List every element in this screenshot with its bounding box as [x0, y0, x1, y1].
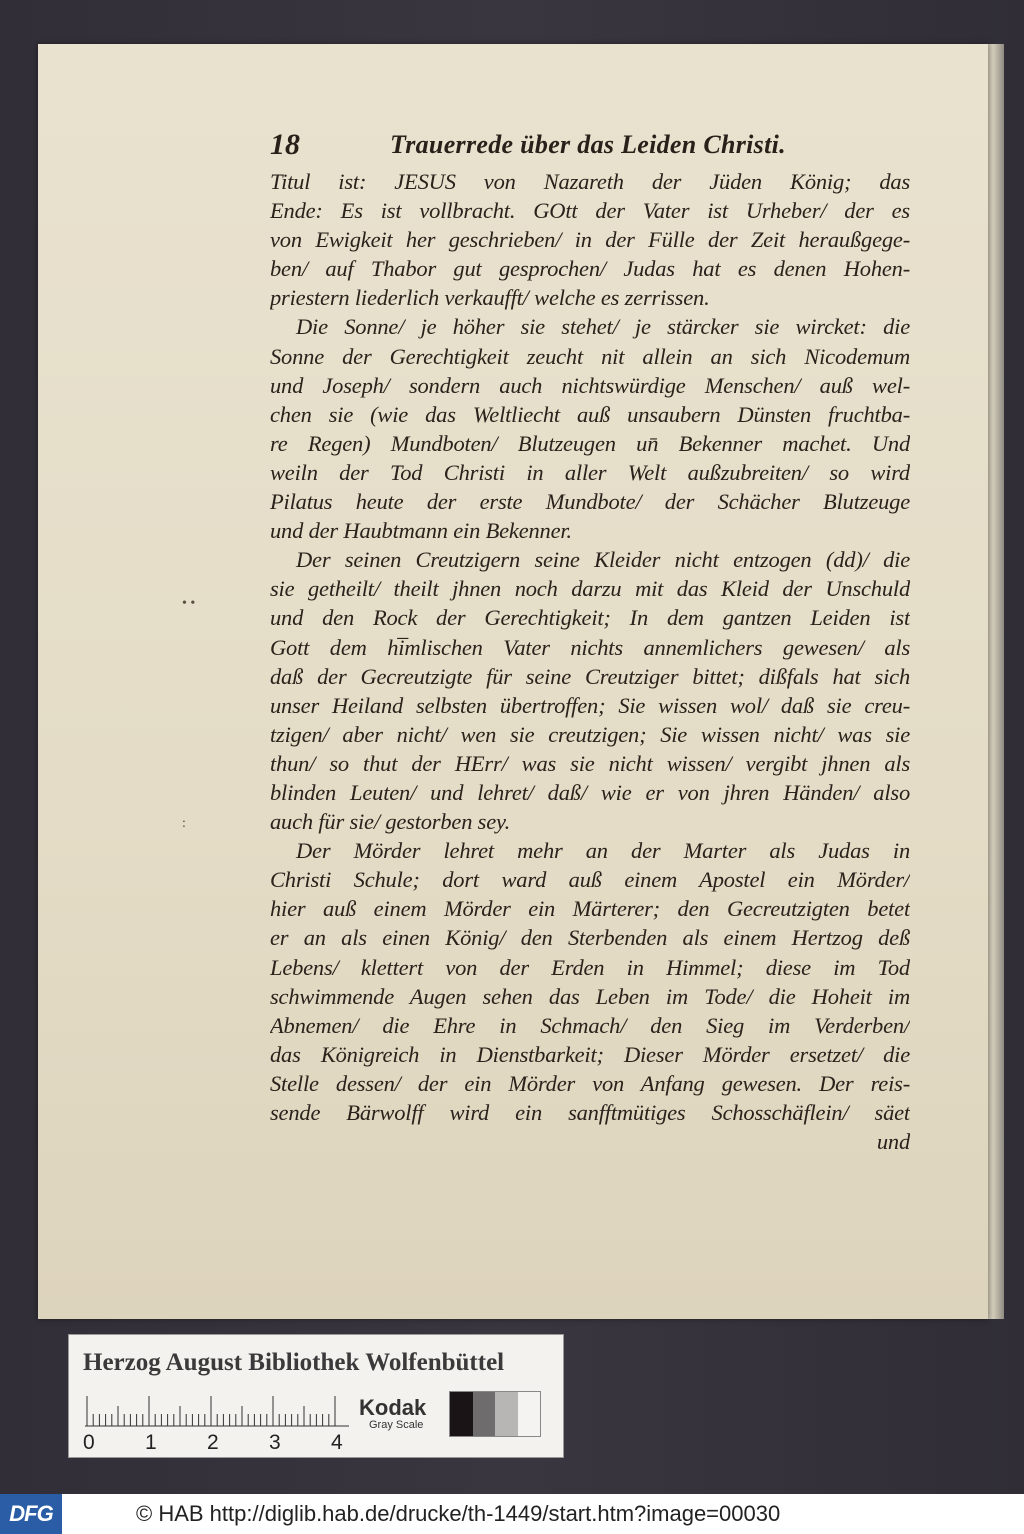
text-line: Abnemen/ die Ehre in Schmach/ den Sieg im Verderben/: [270, 1012, 910, 1038]
text-line: daß der Gecreutzigte für seine Creutziger bittet; dißfals hat sich: [270, 663, 910, 689]
swatch-dark-gray: [473, 1392, 496, 1436]
text-line: tzigen/ aber nicht/ wen sie creutzigen; Sie wissen nicht/ was sie: [270, 721, 910, 747]
text-line: und den Rock der Gerechtigkeit; In dem gantzen Leiden ist: [270, 605, 910, 631]
ruler-digit: 2: [207, 1431, 219, 1454]
text-line: Sonne der Gerechtigkeit zeucht nit allein an sich Nicodemum: [270, 343, 910, 369]
text-line: thun/ so thut der HErr/ was sie nicht wissen/ vergibt jhnen als: [270, 750, 910, 776]
text-line: er an als einen König/ den Sterbenden als einem Hertzog deß: [270, 925, 910, 951]
text-line: blinden Leuten/ und lehret/ daß/ wie er von jhren Händen/ also: [270, 779, 910, 805]
page-number: 18: [270, 128, 300, 161]
text-line: weiln der Tod Christi in aller Welt außzubreiten/ so wird: [270, 459, 910, 485]
text-line: Die Sonne/ je höher sie stehet/ je stärcker sie wircket: die: [296, 314, 910, 340]
text-line: und Joseph/ sondern auch nichtswürdige Menschen/ auß wel-: [270, 372, 910, 398]
text-line: Der seinen Creutzigern seine Kleider nicht entzogen (dd)/ die: [296, 547, 910, 573]
running-head: [270, 128, 910, 168]
ruler-icon: [85, 1393, 349, 1427]
text-line: Pilatus heute der erste Mundbote/ der Schächer Blutzeuge: [270, 489, 910, 515]
margin-mark: • •: [182, 596, 196, 611]
running-head-title: Trauerrede über das Leiden Christi.: [390, 130, 786, 159]
swatch-white: [518, 1392, 541, 1436]
ruler-digit: 0: [83, 1431, 95, 1454]
color-target-card: [68, 1334, 564, 1458]
text-line: re Regen) Mundboten/ Blutzeugen un̄ Bekenner machet. Und: [270, 430, 910, 456]
ruler-digit: 3: [269, 1431, 281, 1454]
text-line: Der Mörder lehret mehr an der Marter als Judas in: [296, 838, 910, 864]
text-line: Stelle dessen/ der ein Mörder von Anfang gewesen. Der reis-: [270, 1070, 910, 1096]
ruler-digit: 4: [331, 1431, 343, 1454]
ruler-digit: 1: [145, 1431, 157, 1454]
gray-scale-label: Gray Scale: [369, 1419, 424, 1431]
body-text: [270, 167, 910, 1156]
dfg-logo: DFG: [0, 1494, 62, 1534]
copyright-url: © HAB http://diglib.hab.de/drucke/th-1449/start.htm?image=00030: [136, 1501, 781, 1526]
margin-mark: :: [182, 816, 186, 831]
swatch-light-gray: [495, 1392, 518, 1436]
text-line: Lebens/ klettert von der Erden in Himmel; diese im Tod: [270, 954, 910, 980]
text-line: sende Bärwolff wird ein sanfftmütiges Schosschäflein/ säet: [270, 1100, 910, 1125]
footer-bar: [0, 1494, 1024, 1534]
swatch-black: [450, 1392, 473, 1436]
ruler-digits: [75, 1431, 345, 1455]
text-line: ben/ auf Thabor gut gesprochen/ Judas hat es denen Hohen-: [270, 256, 910, 282]
text-line: Gott dem hi̅mlischen Vater nichts annemlichers gewesen/ als: [270, 634, 910, 660]
text-line: und der Haubtmann ein Bekenner.: [270, 518, 572, 544]
text-line: schwimmende Augen sehen das Leben im Tode/ die Hoheit im: [270, 983, 910, 1009]
text-line: Ende: Es ist vollbracht. GOtt der Vater ist Urheber/ der es: [270, 198, 910, 224]
text-line: priestern liederlich verkaufft/ welche es zerrissen.: [270, 285, 710, 311]
text-line: chen sie (wie das Weltliecht auß unsaubern Dünsten fruchtba-: [270, 401, 910, 427]
text-line: hier auß einem Mörder ein Märterer; den Gecreutzigten betet: [270, 896, 910, 922]
page-edge: [986, 44, 1004, 1319]
text-line: Titul ist: JESUS von Nazareth der Jüden König; das: [270, 169, 910, 194]
text-line: das Königreich in Dienstbarkeit; Dieser Mörder ersetzet/ die: [270, 1041, 910, 1067]
text-line: von Ewigkeit her geschrieben/ in der Fülle der Zeit heraußgege-: [270, 227, 910, 253]
gray-swatches: [449, 1391, 541, 1437]
text-line: unser Heiland selbsten übertroffen; Sie wissen wol/ daß sie creu-: [270, 692, 910, 718]
target-title: Herzog August Bibliothek Wolfenbüttel: [83, 1349, 505, 1376]
kodak-brand: Kodak: [359, 1395, 427, 1420]
text-line: Christi Schule; dort ward auß einem Apostel ein Mörder/: [270, 867, 910, 893]
text-line: auch für sie/ gestorben sey.: [270, 809, 510, 835]
catchword: und: [876, 1129, 910, 1155]
text-line: sie getheilt/ theilt jhnen noch darzu mit das Kleid der Unschuld: [270, 576, 910, 602]
